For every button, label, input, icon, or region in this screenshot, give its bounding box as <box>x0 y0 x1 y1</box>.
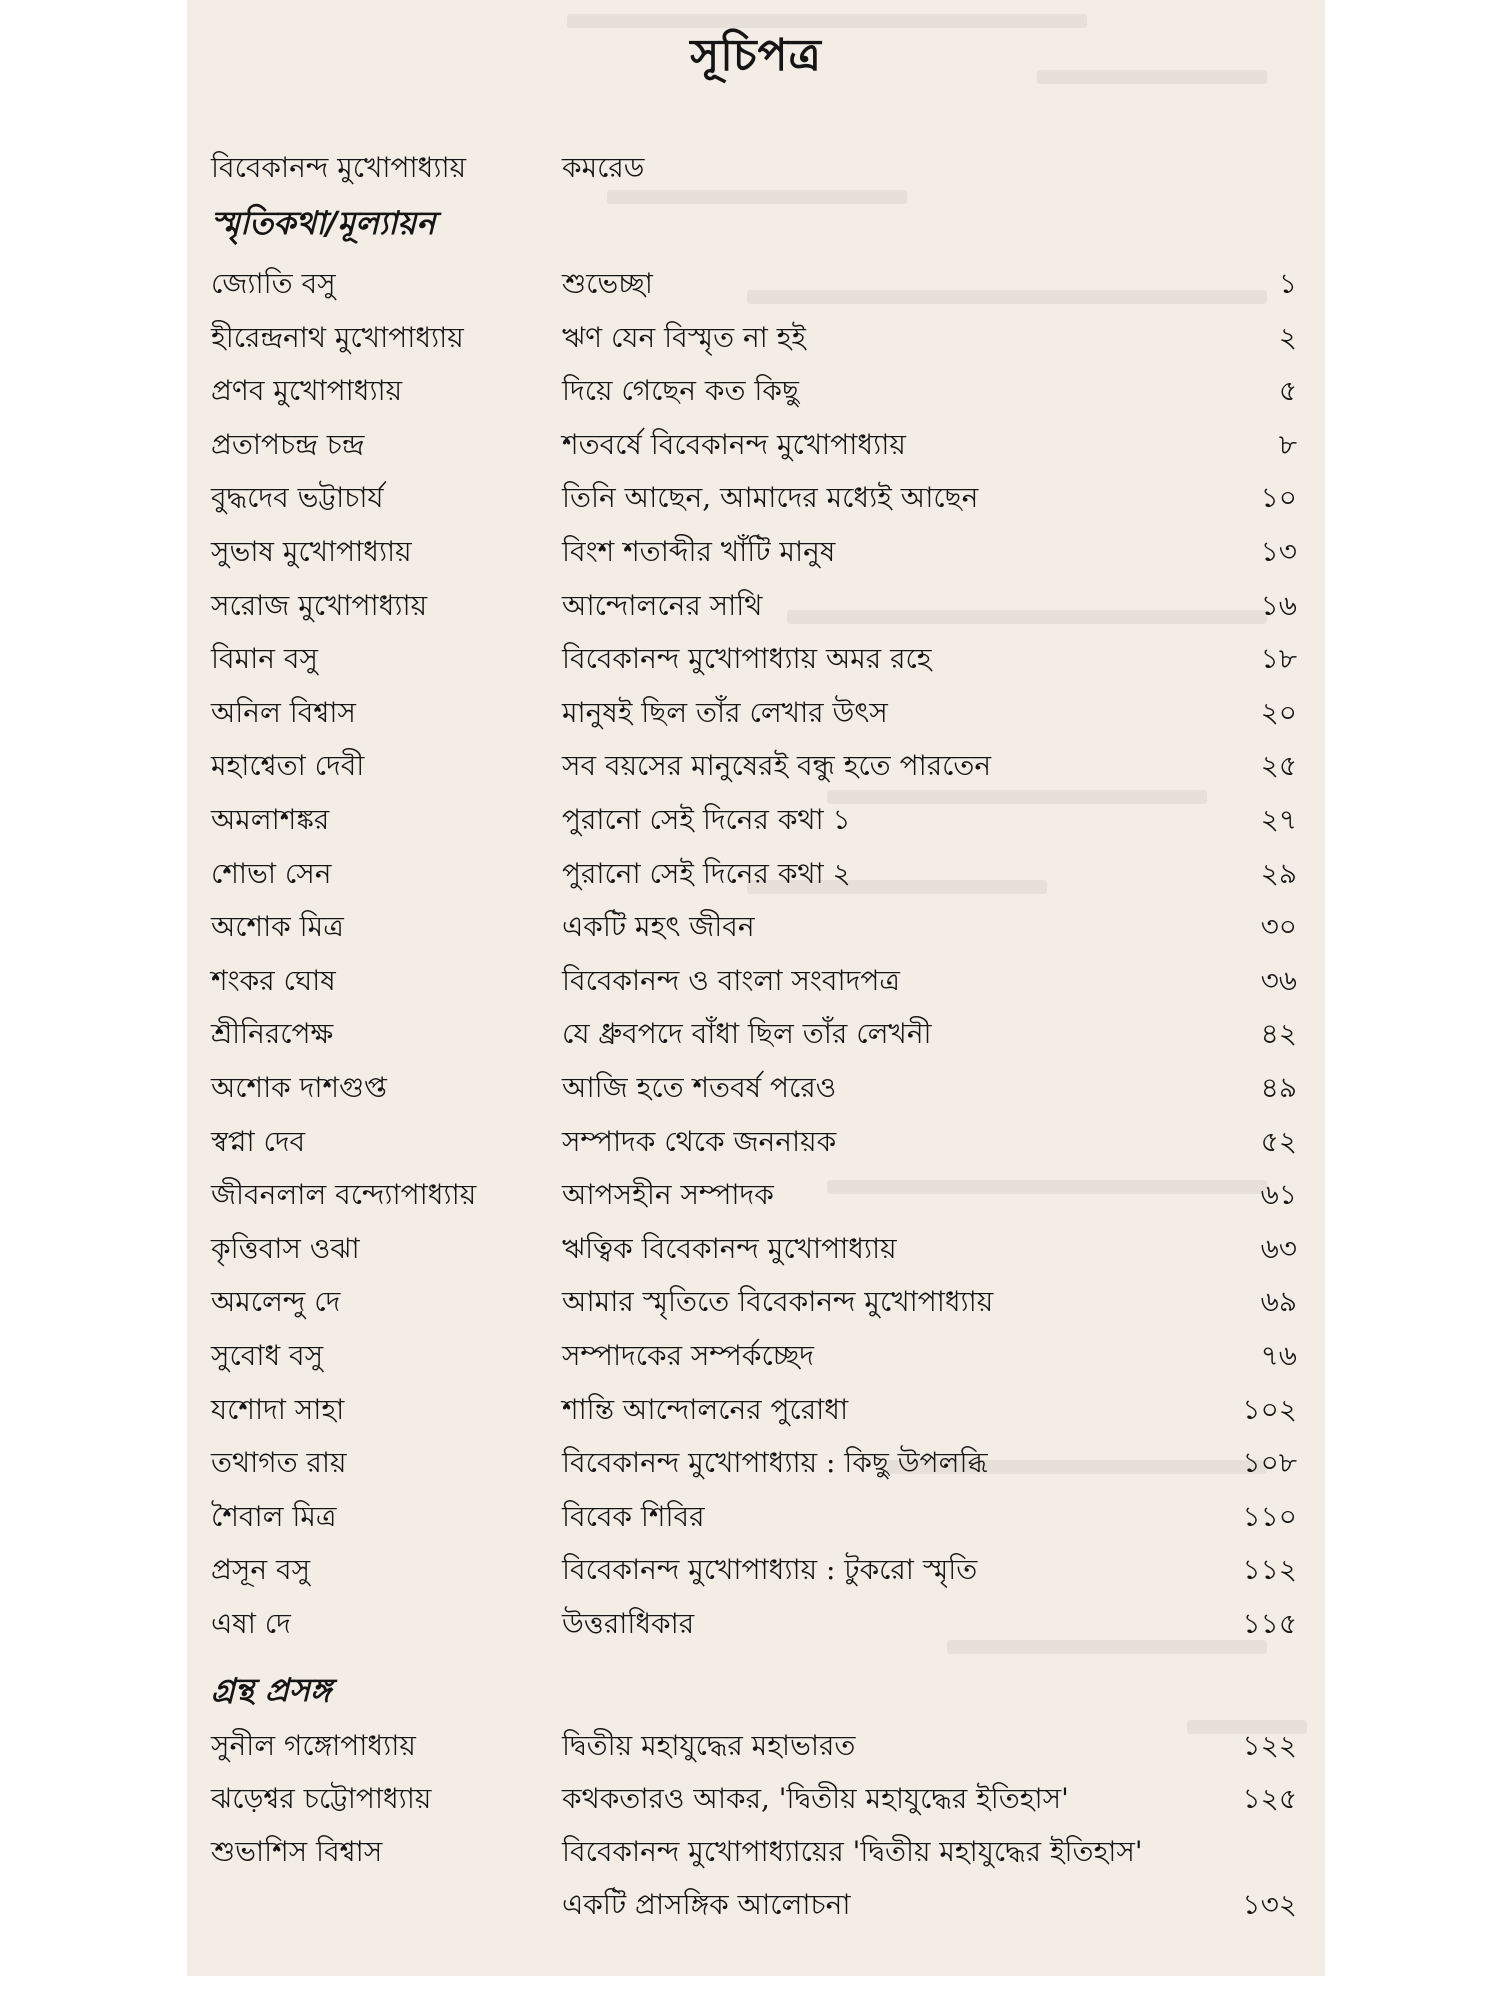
toc-entry <box>187 1328 1325 1376</box>
entry-title: দ্বিতীয় মহাযুদ্ধের মহাভারত <box>562 1729 856 1762</box>
entry-title: যে ধ্রুবপদে বাঁধা ছিল তাঁর লেখনী <box>562 1017 932 1051</box>
entry-page-number: ১১০ <box>1242 1499 1297 1533</box>
entry-title: বিবেকানন্দ ও বাংলা সংবাদপত্র <box>562 963 900 997</box>
section-heading: স্মৃতিকথা/মূল্যায়ন <box>211 204 436 242</box>
entry-title: সম্পাদকের সম্পর্কচ্ছেদ <box>562 1339 814 1372</box>
entry-page-number: ৬৩ <box>1260 1231 1297 1265</box>
entry-author: অমলাশঙ্কর <box>211 803 330 836</box>
entry-page-number: ৪৯ <box>1260 1071 1297 1104</box>
toc-entry <box>187 1006 1325 1054</box>
toc-entry <box>187 846 1325 894</box>
entry-title: একটি প্রাসঙ্গিক আলোচনা <box>562 1888 851 1921</box>
toc-entry <box>187 1489 1325 1537</box>
entry-title: আন্দোলনের সাথি <box>562 588 763 622</box>
entry-author: বিবেকানন্দ মুখোপাধ্যায় <box>211 151 467 184</box>
entry-page-number: ১০ <box>1260 481 1297 515</box>
entry-title: বিবেকানন্দ মুখোপাধ্যায় অমর রহে <box>562 642 932 676</box>
toc-entry <box>187 1877 1325 1925</box>
toc-entry <box>187 1824 1325 1872</box>
entry-page-number: ৭৬ <box>1260 1339 1297 1372</box>
entry-page-number: ১ <box>1278 267 1297 300</box>
toc-entry <box>187 363 1325 411</box>
entry-author: শোভা সেন <box>211 856 332 890</box>
book-page <box>187 0 1325 1976</box>
entry-page-number: ৫২ <box>1260 1124 1297 1158</box>
entry-author: সুবোধ বসু <box>211 1339 324 1372</box>
entry-page-number: ২৯ <box>1260 856 1297 890</box>
entry-title: তিনি আছেন, আমাদের মধ্যেই আছেন <box>562 481 979 515</box>
entry-author: বুদ্ধদেব ভট্টাচার্য <box>211 481 384 515</box>
toc-entry <box>187 1718 1325 1766</box>
toc-entry <box>187 1596 1325 1644</box>
entry-author: বিমান বসু <box>211 642 318 676</box>
entry-author: অশোক দাশগুপ্ত <box>211 1071 387 1104</box>
entry-page-number: ১১৫ <box>1242 1607 1297 1640</box>
entry-title: আপসহীন সম্পাদক <box>562 1178 774 1212</box>
toc-entry <box>187 1274 1325 1322</box>
entry-page-number: ১১২ <box>1242 1553 1297 1587</box>
toc-entry <box>187 685 1325 733</box>
entry-page-number: ৪২ <box>1260 1017 1297 1051</box>
entry-author: সুভাষ মুখোপাধ্যায় <box>211 535 412 568</box>
entry-title: পুরানো সেই দিনের কথা ২ <box>562 856 851 890</box>
entry-author: স্বপ্না দেব <box>211 1124 306 1158</box>
entry-title: দিয়ে গেছেন কত কিছু <box>562 374 799 408</box>
entry-author: এষা দে <box>211 1607 291 1640</box>
toc-entry <box>187 1167 1325 1215</box>
toc-entry <box>187 899 1325 947</box>
entry-author: অনিল বিশ্বাস <box>211 695 356 729</box>
entry-page-number: ৩৬ <box>1260 963 1297 997</box>
entry-author: প্রসূন বসু <box>211 1553 311 1587</box>
entry-page-number: ৩০ <box>1260 910 1297 944</box>
toc-entry <box>187 1382 1325 1430</box>
entry-title: বিবেকানন্দ মুখোপাধ্যায় : কিছু উপলব্ধি <box>562 1446 988 1480</box>
entry-title: ঋত্বিক বিবেকানন্দ মুখোপাধ্যায় <box>562 1231 897 1265</box>
entry-title: বিংশ শতাব্দীর খাঁটি মানুষ <box>562 535 836 568</box>
toc-entry <box>187 738 1325 786</box>
toc-entry <box>187 792 1325 840</box>
entry-title: আজি হতে শতবর্ষ পরেও <box>562 1071 837 1104</box>
entry-title: একটি মহৎ জীবন <box>562 910 755 944</box>
entry-page-number: ১০৮ <box>1242 1446 1297 1480</box>
section-heading: গ্রন্থ প্রসঙ্গ <box>211 1671 332 1709</box>
entry-author: হীরেন্দ্রনাথ মুখোপাধ্যায় <box>211 320 464 354</box>
entry-author: শংকর ঘোষ <box>211 963 336 997</box>
entry-author: শ্রীনিরপেক্ষ <box>211 1017 334 1051</box>
toc-entry <box>187 631 1325 679</box>
toc-entry <box>187 1221 1325 1269</box>
entry-author: শুভাশিস বিশ্বাস <box>211 1835 383 1868</box>
entry-author: জ্যোতি বসু <box>211 267 336 300</box>
entry-page-number: ৬১ <box>1260 1178 1297 1212</box>
entry-title: কমরেড <box>562 151 645 184</box>
entry-author: সরোজ মুখোপাধ্যায় <box>211 588 428 622</box>
entry-author: কৃত্তিবাস ওঝা <box>211 1231 360 1265</box>
entry-title: ঋণ যেন বিস্মৃত না হই <box>562 320 806 354</box>
page-title: সূচিপত্র <box>690 30 822 81</box>
entry-page-number: ২৭ <box>1260 803 1297 836</box>
entry-title: পুরানো সেই দিনের কথা ১ <box>562 803 851 836</box>
toc-entry-opening <box>187 140 1325 188</box>
toc-entry <box>187 1435 1325 1483</box>
toc-entry <box>187 578 1325 626</box>
entry-author: যশোদা সাহা <box>211 1392 345 1426</box>
entry-title: সম্পাদক থেকে জননায়ক <box>562 1124 837 1158</box>
entry-page-number: ৫ <box>1278 374 1297 408</box>
entry-author: প্রণব মুখোপাধ্যায় <box>211 374 403 408</box>
entry-page-number: ১৬ <box>1260 588 1297 622</box>
entry-title: আমার স্মৃতিতে বিবেকানন্দ মুখোপাধ্যায় <box>562 1285 994 1319</box>
entry-page-number: ৬৯ <box>1260 1285 1297 1319</box>
entry-page-number: ১০২ <box>1242 1392 1297 1426</box>
entry-title: কথকতারও আকর, 'দ্বিতীয় মহাযুদ্ধের ইতিহাস' <box>562 1782 1069 1815</box>
entry-page-number: ১৩ <box>1260 535 1297 568</box>
entry-title: শুভেচ্ছা <box>562 267 653 300</box>
entry-title: মানুষই ছিল তাঁর লেখার উৎস <box>562 695 888 729</box>
toc-entry <box>187 524 1325 572</box>
entry-title: সব বয়সের মানুষেরই বন্ধু হতে পারতেন <box>562 749 992 783</box>
toc-entry <box>187 1542 1325 1590</box>
toc-entry <box>187 256 1325 304</box>
toc-entry <box>187 417 1325 465</box>
entry-title: বিবেকানন্দ মুখোপাধ্যায়ের 'দ্বিতীয় মহাযুদ্ধের ইতিহাস' <box>562 1835 1143 1868</box>
entry-page-number: ২ <box>1278 320 1297 354</box>
entry-page-number: ১২২ <box>1242 1729 1297 1762</box>
entry-title: শতবর্ষে বিবেকানন্দ মুখোপাধ্যায় <box>562 427 906 461</box>
entry-title: উত্তরাধিকার <box>562 1607 695 1640</box>
entry-title: বিবেকানন্দ মুখোপাধ্যায় : টুকরো স্মৃতি <box>562 1553 978 1587</box>
toc-entry <box>187 470 1325 518</box>
entry-author: শৈবাল মিত্র <box>211 1499 337 1533</box>
entry-author: প্রতাপচন্দ্র চন্দ্র <box>211 427 365 461</box>
entry-author: অশোক মিত্র <box>211 910 344 944</box>
entry-author: সুনীল গঙ্গোপাধ্যায় <box>211 1729 416 1762</box>
entry-page-number: ২৫ <box>1260 749 1297 783</box>
entry-page-number: ১২৫ <box>1242 1782 1297 1815</box>
entry-page-number: ২০ <box>1260 695 1297 729</box>
entry-title: শান্তি আন্দোলনের পুরোধা <box>562 1392 849 1426</box>
toc-entry <box>187 310 1325 358</box>
entry-title: বিবেক শিবির <box>562 1499 705 1533</box>
toc-entry <box>187 953 1325 1001</box>
entry-page-number: ১৩২ <box>1242 1888 1297 1921</box>
entry-author: জীবনলাল বন্দ্যোপাধ্যায় <box>211 1178 477 1212</box>
entry-author: মহাশ্বেতা দেবী <box>211 749 365 783</box>
entry-author: ঝড়েশ্বর চট্টোপাধ্যায় <box>211 1782 432 1815</box>
toc-entry <box>187 1771 1325 1819</box>
entry-page-number: ৮ <box>1278 427 1297 461</box>
toc-entry <box>187 1060 1325 1108</box>
entry-page-number: ১৮ <box>1260 642 1297 676</box>
entry-author: অমলেন্দু দে <box>211 1285 341 1319</box>
toc-entry <box>187 1114 1325 1162</box>
entry-author: তথাগত রায় <box>211 1446 347 1480</box>
